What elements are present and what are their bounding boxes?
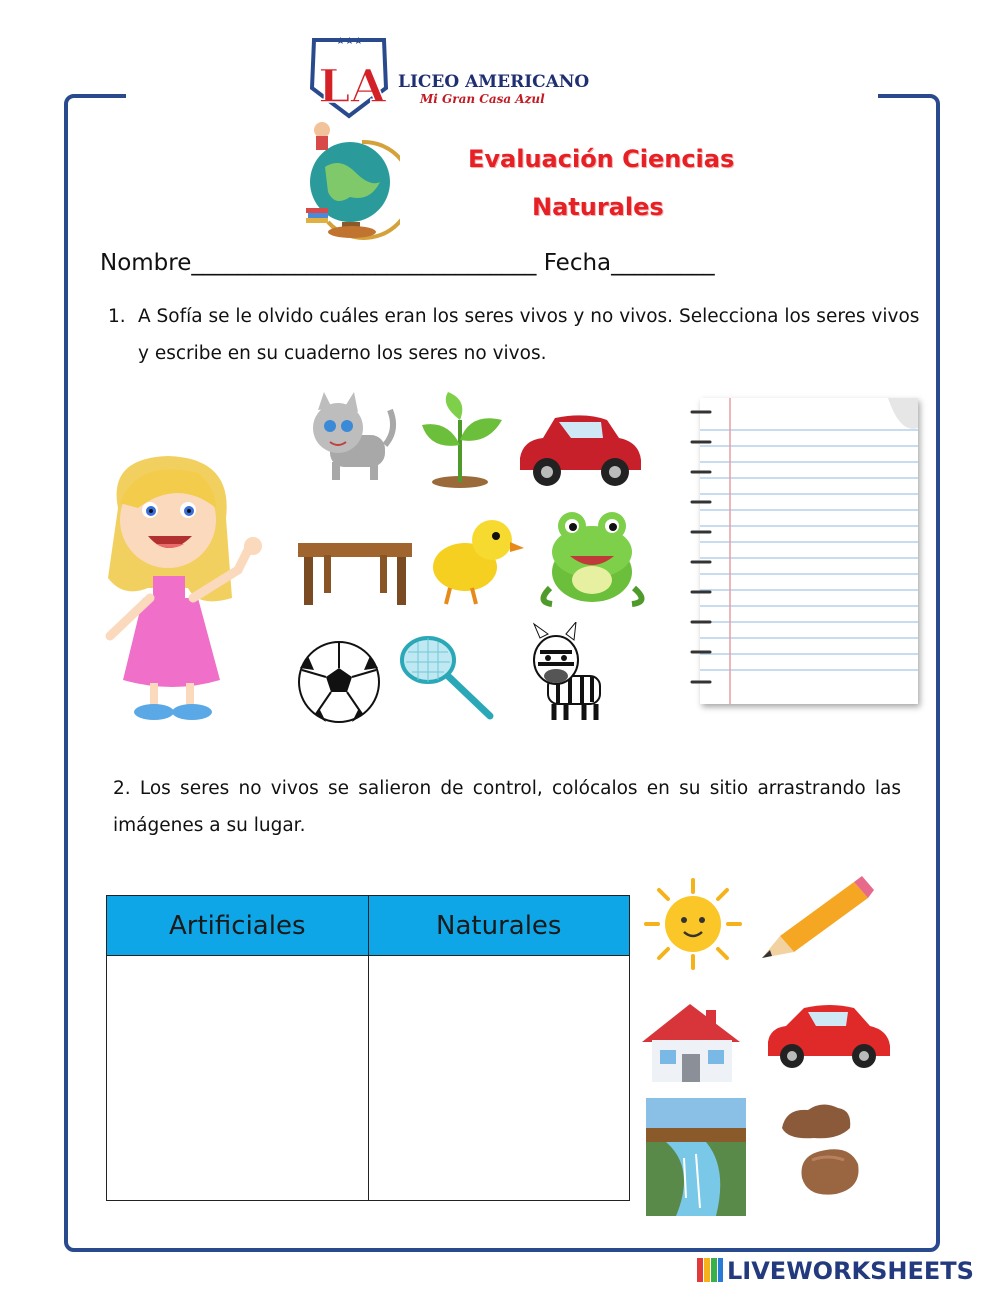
sun-icon[interactable]	[642, 876, 744, 972]
pencil-icon[interactable]	[758, 876, 876, 960]
notebook	[700, 398, 918, 704]
school-logo-icon	[300, 32, 400, 242]
car-icon[interactable]	[515, 408, 645, 490]
liveworksheets-logo-icon	[697, 1258, 723, 1282]
river-icon[interactable]	[646, 1098, 746, 1216]
plant-icon[interactable]	[410, 390, 510, 490]
artificiales-drop-zone[interactable]	[107, 956, 369, 1201]
school-slogan: Mi Gran Casa Azul	[420, 92, 545, 106]
chick-icon[interactable]	[420, 512, 525, 607]
school-name: LICEO AMERICANO	[398, 72, 590, 92]
table-icon[interactable]	[294, 535, 416, 607]
soccer-ball-icon[interactable]	[294, 640, 384, 724]
naturales-drop-zone[interactable]	[368, 956, 630, 1201]
cat-icon[interactable]	[300, 390, 400, 490]
house-icon[interactable]	[632, 996, 748, 1086]
girl-sofia-icon	[98, 448, 263, 728]
question-1-text: A Sofía se le olvido cuáles eran los seres vivos y no vivos. Selecciona los seres vivos y escribe en su cuaderno los seres no vivos.	[138, 306, 920, 364]
question-2: 2. Los seres no vivos se salieron de control, colócalos en su sitio arrastrando las imágenes a su lugar.	[113, 778, 901, 836]
question-1-number: 1.	[108, 306, 126, 327]
naturales-header: Naturales	[368, 896, 630, 956]
red-car-icon[interactable]	[764, 998, 892, 1070]
svg-text:★★★: ★★★	[336, 36, 363, 47]
notebook-spiral-icon	[690, 400, 714, 700]
page-title: Evaluación Ciencias	[468, 145, 735, 173]
liveworksheets-logo	[697, 1257, 974, 1285]
frog-icon[interactable]	[532, 508, 654, 608]
notebook-lines	[700, 398, 918, 704]
rocks-icon[interactable]	[778, 1098, 880, 1200]
classification-table	[106, 895, 630, 1201]
liveworksheets-brand: LIVEWORKSHEETS	[727, 1257, 974, 1285]
artificiales-header: Artificiales	[107, 896, 369, 956]
tennis-racket-icon[interactable]	[398, 632, 498, 722]
zebra-icon[interactable]	[518, 622, 613, 722]
name-date-line: Nombre______________________________ Fecha_________	[100, 250, 715, 276]
logo-letters: LA	[318, 59, 387, 113]
page-subtitle: Naturales	[532, 193, 664, 221]
